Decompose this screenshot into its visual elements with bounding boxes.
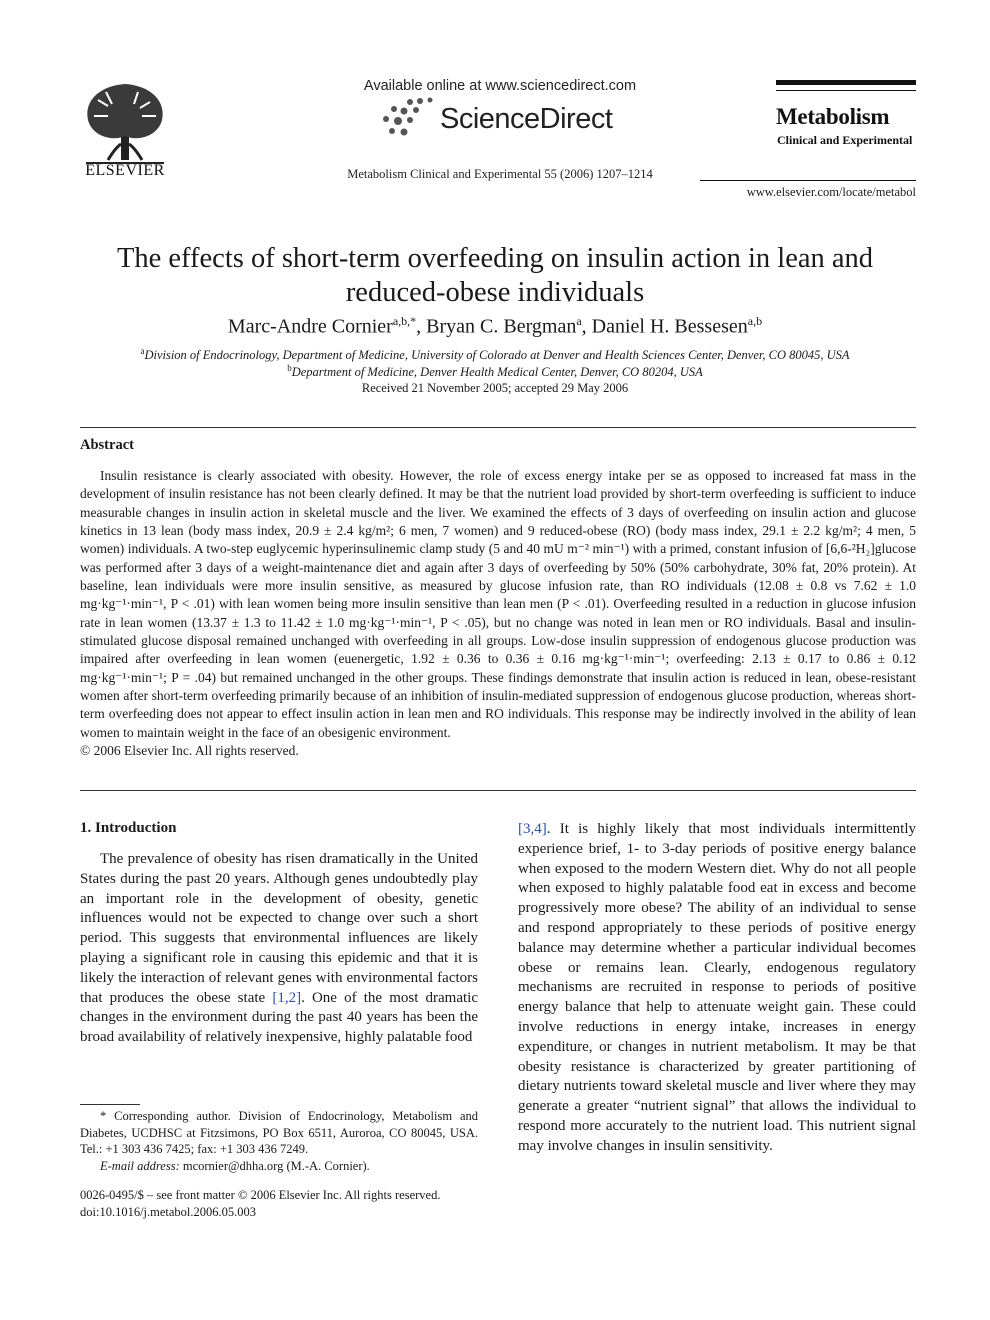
journal-rule-thick <box>776 80 916 85</box>
intro-paragraph <box>80 850 478 1048</box>
abstract-body <box>80 467 916 761</box>
author-affil-mark: a <box>576 314 582 328</box>
journal-url-link[interactable]: www.elsevier.com/locate/metabol <box>746 185 916 199</box>
footnote-rule <box>80 1104 140 1105</box>
author-affil-mark: a,b <box>747 314 763 328</box>
author-list <box>90 314 900 339</box>
journal-citation: Metabolism Clinical and Experimental 55 (2006) 1207–1214 <box>347 167 653 181</box>
abstract-copyright: © 2006 Elsevier Inc. All rights reserved. <box>80 743 299 759</box>
journal-subtitle: Clinical and Experimental <box>777 133 913 147</box>
affiliation-text: Department of Medicine, Denver Health Medical Center, Denver, CO 80204, USA <box>291 365 703 380</box>
received-dates: Received 21 November 2005; accepted 29 May 2006 <box>361 381 629 395</box>
right-column <box>518 820 916 1157</box>
front-matter <box>80 1187 500 1221</box>
affiliation-mark: b <box>287 363 292 373</box>
doi-line[interactable]: doi:10.1016/j.metabol.2006.05.003 <box>80 1205 257 1219</box>
affiliation-text: Division of Endocrinology, Department of Medicine, University of Colorado at Denver and Health Sciences Center, Denver, CO 80045, USA <box>144 348 850 363</box>
header-rule <box>700 180 916 181</box>
abstract-top-rule <box>80 427 916 428</box>
email-label: E-mail address: <box>100 1158 180 1173</box>
article-title <box>100 242 890 310</box>
corresponding-author-footnote <box>80 1108 478 1174</box>
body-text: . One of the most dramatic changes in the environment during the past 40 years has been the broad availability of relatively inexpensive, highly palatable food <box>80 989 478 1046</box>
issn-line: 0026-0495/$ – see front matter © 2006 Elsevier Inc. All rights reserved. <box>80 1188 441 1202</box>
affiliation-a <box>60 346 930 363</box>
footnote-email-line <box>80 1158 478 1175</box>
sciencedirect-wordmark: ScienceDirect <box>440 103 613 135</box>
author-name[interactable]: Marc-Andre Cornier <box>227 315 393 338</box>
affiliation-b <box>60 363 930 380</box>
body-text: . It is highly likely that most individuals intermittently experience brief, 1- to 3-day periods of positive energy balance when exposed to the modern Western diet. Why do not all people when exposed to highly palatable food eat in excess and become progressively more obese? The ability of an individual to sense and respond appropriately to these periods of positive energy balance may determine whether a particular individual becomes obese or remains lean. Clearly, endogenous regulatory mechanisms are recruited in response to periods of positive energy balance that help to attenuate weight gain. These could involve reductions in energy intake, increases in energy expenditure, or changes in nutrient metabolism. It may be that obesity resistance is characterized by greater partitioning of dietary nutrients toward skeletal muscle and liver where they may generate a greater “nutrient signal” that allows the individual to respond more accurately to the nutrient load. This nutrient signal may involve changes in insulin sensitivity. <box>518 821 916 1154</box>
author-name[interactable]: Daniel H. Bessesen <box>591 315 748 338</box>
email-address[interactable]: mcornier@dhha.org (M.-A. Cornier). <box>182 1158 370 1173</box>
author-separator: , <box>416 315 427 338</box>
article-title-line1: The effects of short-term overfeeding on insulin action in lean and <box>116 243 874 274</box>
author-separator: , <box>581 315 592 338</box>
journal-rule-thin <box>776 90 916 91</box>
abstract-paragraph: Insulin resistance is clearly associated with obesity. However, the role of excess energy intake per se as opposed to increased fat mass in the development of insulin resistance has not been clearly defined. It may be that the nutrient load provided by short-term overfeeding is sufficient to induce measurable changes in insulin action in skeletal muscle and the liver. We examined the effects of 3 days of overfeeding on insulin action and glucose kinetics in 13 lean (body mass index, 20.9 ± 2.4 kg/m²; 6 men, 7 women) and 9 reduced-obese (RO) (body mass index, 29.1 ± 2.2 kg/m²; 4 men, 5 women) individuals. A two-step euglycemic hyperinsulinemic clamp study (5 and 40 mU m⁻² min⁻¹) with a primed, constant infusion of [6,6-²H₂]glucose was performed after 3 days of a weight-maintenance diet and again after 3 days of overfeeding by 50% (50% carbohydrate, 30% fat, 20% protein). At baseline, lean individuals were more insulin sensitive, as measured by glucose infusion rate, than RO individuals (12.08 ± 0.8 vs 7.62 ± 1.0 mg·kg⁻¹·min⁻¹, P < .01) with lean women being more insulin sensitive than lean men (P < .01). Overfeeding resulted in a reduction in glucose infusion rate in lean women (13.37 ± 1.3 to 11.42 ± 1.0 mg·kg⁻¹·min⁻¹, P < .05), but no change was noted in lean men or RO individuals. Basal and insulin-stimulated glucose disposal remained unchanged with overfeeding in all groups. Low-dose insulin suppression of endogenous glucose production was impaired after overfeeding in lean women (euenergetic, 1.92 ± 0.36 to 0.36 ± 0.16 mg·kg⁻¹·min⁻¹; overfeeding: 2.13 ± 0.17 to 0.86 ± 0.12 mg·kg⁻¹·min⁻¹; P = .04) but remained unchanged in the other groups. These findings demonstrate that insulin action is reduced in lean, obese-resistant women after short-term overfeeding primarily because of an inhibition of insulin-mediated suppression of endogenous glucose production, whereas short-term overfeeding does not appear to effect insulin action in lean men and RO individuals. This response may be indirectly involved in the ability of lean women to maintain weight in the face of an obesigenic environment. <box>80 468 916 740</box>
intro-paragraph-continued <box>518 820 916 1157</box>
abstract-heading: Abstract <box>80 437 134 453</box>
elsevier-logo <box>78 80 172 180</box>
reference-link[interactable]: [3,4] <box>518 821 547 837</box>
sciencedirect-dots-icon <box>380 97 436 137</box>
author-affil-mark: a,b,* <box>392 314 417 328</box>
footnote-paragraph <box>80 1108 478 1158</box>
body-text: The prevalence of obesity has risen dramatically in the United States during the past 20 years. Although genes undoubtedly play an important role in the development of obesity, genetic influences would not be expected to change over such a short period. This suggests that environmental influences are likely playing a significant role in causing this epidemic and that it is likely the interaction of relevant genes with environmental factors that produces the obese state <box>80 851 478 1006</box>
footnote-text: Corresponding author. Division of Endocrinology, Metabolism and Diabetes, UCDHSC at Fitzsimons, PO Box 6511, Auroroa, CO 80045, USA. Tel.: +1 303 436 7425; fax: +1 303 436 7249. <box>80 1109 478 1157</box>
affiliation-mark: a <box>140 346 145 356</box>
journal-name: Metabolism <box>776 104 890 129</box>
section-heading-introduction: 1. Introduction <box>80 820 177 836</box>
author-name[interactable]: Bryan C. Bergman <box>426 315 577 338</box>
footnote-star: * <box>100 1109 107 1123</box>
publisher-name: ELSEVIER <box>85 162 165 179</box>
sciencedirect-logo <box>380 97 630 143</box>
left-column <box>80 850 478 1048</box>
abstract-bottom-rule <box>80 790 916 791</box>
reference-link[interactable]: [1,2] <box>272 989 302 1006</box>
available-online-text: Available online at www.sciencedirect.com <box>363 78 637 94</box>
article-title-line2: reduced-obese individuals <box>345 277 645 308</box>
